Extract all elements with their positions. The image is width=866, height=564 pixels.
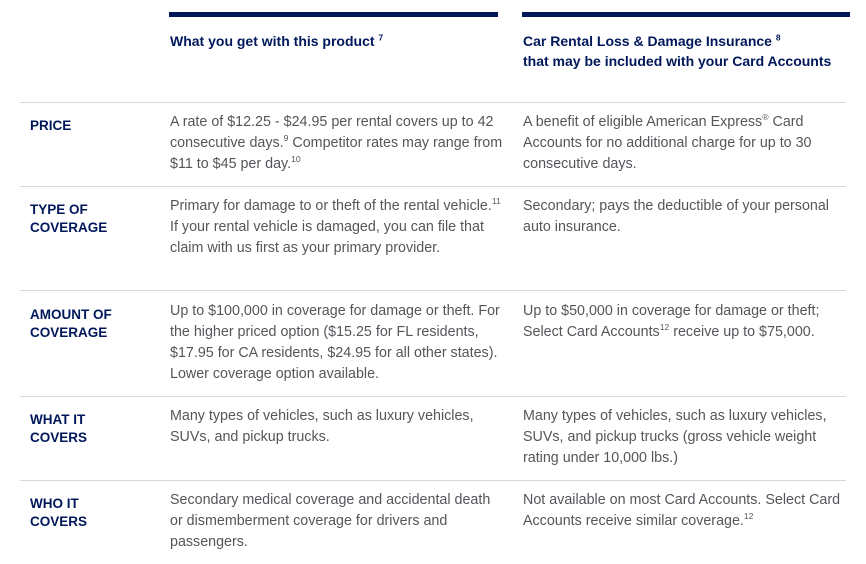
column-accent-bar-card xyxy=(522,12,850,17)
footnote-ref: 11 xyxy=(491,196,501,207)
price-product-cell: A rate of $12.25 - $24.95 per rental covers up to 42 consecutive days.$^9$ Competitor rates may range from $11 to $45 per day.$^{10}$ xyxy=(170,114,503,172)
registered-mark: ® xyxy=(762,112,769,123)
header-product-title: What you get with this product xyxy=(170,33,375,49)
header-product xyxy=(170,31,500,51)
who-it-covers-product-cell: Secondary medical coverage and accidental death or dismemberment coverage for drivers and passengers. xyxy=(170,492,491,550)
row-divider xyxy=(20,290,846,291)
what-it-covers-card-cell: Many types of vehicles, such as luxury vehicles, SUVs, and pickup trucks (gross vehicle weight rating under 10,000 lbs.) xyxy=(523,408,827,466)
amount-of-coverage-product-cell: Up to $100,000 in coverage for damage or theft. For the higher priced option ($15.25 for FL residents, $17.95 for CA residents, $24.95 for all other states). Lower coverage option available. xyxy=(170,303,500,382)
row-divider xyxy=(20,396,846,397)
row-label-amount-of-coverage: AMOUNT OF COVERAGE xyxy=(30,307,112,340)
footnote-ref: 12 xyxy=(743,511,754,522)
row-divider xyxy=(20,186,846,187)
row-divider xyxy=(20,102,846,103)
row-label-type-of-coverage: TYPE OF COVERAGE xyxy=(30,202,108,235)
who-it-covers-card-cell: Not available on most Card Accounts. Select Card Accounts receive similar coverage.$^{12}$ xyxy=(523,492,841,529)
header-card-title-line2: that may be included with your Card Accounts xyxy=(523,53,832,69)
header-card-title-line1: Car Rental Loss & Damage Insurance xyxy=(523,33,772,49)
row-divider xyxy=(20,480,846,481)
row-label-who-it-covers: WHO IT COVERS xyxy=(30,496,88,529)
what-it-covers-product-cell: Many types of vehicles, such as luxury vehicles, SUVs, and pickup trucks. xyxy=(170,408,474,445)
header-card-insurance xyxy=(523,31,843,71)
footnote-ref: 8 xyxy=(775,32,781,43)
amount-of-coverage-card-cell: Up to $50,000 in coverage for damage or theft; Select Card Accounts$^{12}$ receive up to $75,000. xyxy=(523,303,820,340)
price-card-cell: A benefit of eligible American Express® Card Accounts for no additional charge for up to 30 consecutive days. xyxy=(523,112,812,172)
column-accent-bar-product xyxy=(169,12,498,17)
type-of-coverage-card-cell: Secondary; pays the deductible of your personal auto insurance. xyxy=(523,198,829,235)
type-of-coverage-product-cell: Primary for damage to or theft of the rental vehicle.$^{11}$ If your rental vehicle is damaged, you can file that claim with us first as your primary provider. xyxy=(170,196,501,256)
row-label-what-it-covers: WHAT IT COVERS xyxy=(30,412,88,445)
footnote-ref: 12 xyxy=(659,322,670,333)
footnote-ref: 7 xyxy=(378,32,384,43)
row-label-price: PRICE xyxy=(30,118,72,133)
footnote-ref: 9 xyxy=(283,133,289,144)
footnote-ref: 10 xyxy=(291,154,301,165)
